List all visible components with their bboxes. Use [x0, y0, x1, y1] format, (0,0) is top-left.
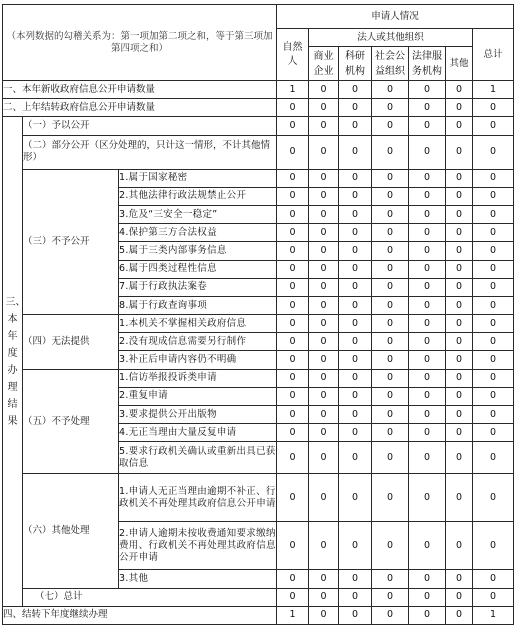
- value-cell: 0: [446, 442, 473, 474]
- value-cell: 0: [309, 333, 339, 351]
- value-cell: 0: [446, 369, 473, 387]
- value-cell: 1: [277, 81, 309, 99]
- other-handling-group-item: 2.申请人逾期未按收费通知要求缴纳费用、行政机关不再处理其政府信息公开申请: [119, 522, 277, 570]
- value-cell: 0: [277, 351, 309, 369]
- header-commercial: 商业企业: [309, 47, 339, 81]
- value-cell: 0: [446, 588, 473, 606]
- note-cell: （本列数据的勾稽关系为：第一项加第二项之和，等于第三项加第四项之和）: [3, 5, 277, 81]
- value-cell: 0: [309, 369, 339, 387]
- value-cell: 0: [473, 351, 514, 369]
- value-cell: 0: [473, 424, 514, 442]
- unavailable-group-item: 2.没有现成信息需要另行制作: [119, 333, 277, 351]
- value-cell: 0: [446, 315, 473, 333]
- value-cell: 0: [409, 242, 446, 260]
- value-cell: 1: [473, 81, 514, 99]
- value-cell: 0: [339, 606, 372, 624]
- value-cell: 0: [446, 169, 473, 187]
- value-cell: 0: [309, 442, 339, 474]
- value-cell: 0: [372, 424, 409, 442]
- value-cell: 0: [446, 135, 473, 169]
- value-cell: 0: [372, 333, 409, 351]
- withheld-group-item: 5.属于三类内部事务信息: [119, 242, 277, 260]
- value-cell: 0: [309, 135, 339, 169]
- value-cell: 0: [339, 278, 372, 296]
- value-cell: 0: [446, 387, 473, 405]
- value-cell: 0: [409, 588, 446, 606]
- value-cell: 0: [309, 296, 339, 314]
- value-cell: 0: [409, 570, 446, 588]
- value-cell: 0: [372, 406, 409, 424]
- value-cell: 0: [339, 333, 372, 351]
- value-cell: 0: [409, 387, 446, 405]
- value-cell: 0: [277, 205, 309, 223]
- withheld-group-item: 4.保护第三方合法权益: [119, 224, 277, 242]
- value-cell: 0: [309, 315, 339, 333]
- value-cell: 0: [372, 588, 409, 606]
- header-legal-service: 法律服务机构: [409, 47, 446, 81]
- value-cell: 1: [473, 606, 514, 624]
- value-cell: 0: [309, 588, 339, 606]
- not-processed-group-item: 2.重复申请: [119, 387, 277, 405]
- withheld-group-item: 3.危及“三安全一稳定”: [119, 205, 277, 223]
- table-row: [3, 99, 514, 117]
- value-cell: 0: [339, 296, 372, 314]
- value-cell: 0: [277, 333, 309, 351]
- value-cell: 0: [277, 474, 309, 522]
- value-cell: 0: [372, 522, 409, 570]
- table-row: [3, 606, 514, 624]
- value-cell: 0: [309, 205, 339, 223]
- value-cell: 0: [473, 224, 514, 242]
- table-row: [3, 169, 514, 187]
- value-cell: 0: [339, 424, 372, 442]
- value-cell: 0: [409, 205, 446, 223]
- value-cell: 0: [473, 296, 514, 314]
- value-cell: 0: [309, 406, 339, 424]
- value-cell: 0: [339, 81, 372, 99]
- not-processed-group-label: （五）不予处理: [23, 369, 119, 474]
- value-cell: 0: [309, 474, 339, 522]
- value-cell: 0: [446, 522, 473, 570]
- value-cell: 0: [309, 522, 339, 570]
- value-cell: 0: [277, 224, 309, 242]
- value-cell: 0: [309, 117, 339, 135]
- value-cell: 0: [339, 169, 372, 187]
- value-cell: 0: [277, 117, 309, 135]
- value-cell: 0: [372, 315, 409, 333]
- value-cell: 0: [339, 522, 372, 570]
- value-cell: 0: [372, 81, 409, 99]
- value-cell: 0: [372, 169, 409, 187]
- value-cell: 0: [339, 242, 372, 260]
- value-cell: 0: [409, 424, 446, 442]
- value-cell: 0: [372, 278, 409, 296]
- value-cell: 0: [277, 424, 309, 442]
- not-processed-group-item: 5.要求行政机关确认或重新出具已获取信息: [119, 442, 277, 474]
- other-handling-group-label: （六）其他处理: [23, 474, 119, 588]
- value-cell: 0: [446, 260, 473, 278]
- not-processed-group-item: 4.无正当理由大量反复申请: [119, 424, 277, 442]
- value-cell: 0: [277, 406, 309, 424]
- value-cell: 0: [339, 406, 372, 424]
- value-cell: 0: [473, 442, 514, 474]
- value-cell: 0: [309, 187, 339, 205]
- value-cell: 0: [339, 117, 372, 135]
- value-cell: 0: [409, 442, 446, 474]
- value-cell: 0: [277, 296, 309, 314]
- value-cell: 0: [446, 99, 473, 117]
- value-cell: 0: [473, 333, 514, 351]
- value-cell: 0: [372, 224, 409, 242]
- value-cell: 0: [277, 260, 309, 278]
- value-cell: 0: [409, 260, 446, 278]
- value-cell: 0: [309, 424, 339, 442]
- table-row: [3, 315, 514, 333]
- value-cell: 0: [473, 260, 514, 278]
- header-legal-group: 法人或其他组织: [309, 29, 473, 47]
- value-cell: 0: [446, 606, 473, 624]
- value-cell: 0: [339, 135, 372, 169]
- value-cell: 0: [473, 369, 514, 387]
- value-cell: 0: [409, 522, 446, 570]
- value-cell: 0: [446, 187, 473, 205]
- value-cell: 0: [409, 406, 446, 424]
- value-cell: 0: [409, 117, 446, 135]
- value-cell: 0: [339, 99, 372, 117]
- unavailable-group-item: 1.本机关不掌握相关政府信息: [119, 315, 277, 333]
- value-cell: 0: [277, 187, 309, 205]
- value-cell: 0: [309, 260, 339, 278]
- value-cell: 0: [372, 117, 409, 135]
- value-cell: 0: [277, 570, 309, 588]
- value-cell: 0: [446, 296, 473, 314]
- header-other: 其他: [446, 47, 473, 81]
- value-cell: 0: [372, 296, 409, 314]
- table-row: [3, 369, 514, 387]
- value-cell: 0: [446, 278, 473, 296]
- value-cell: 0: [339, 351, 372, 369]
- value-cell: 0: [446, 242, 473, 260]
- value-cell: 0: [473, 570, 514, 588]
- value-cell: 0: [409, 333, 446, 351]
- value-cell: 0: [409, 224, 446, 242]
- value-cell: 0: [309, 81, 339, 99]
- value-cell: 0: [473, 99, 514, 117]
- value-cell: 0: [473, 387, 514, 405]
- value-cell: 0: [277, 99, 309, 117]
- value-cell: 0: [372, 387, 409, 405]
- value-cell: 0: [372, 205, 409, 223]
- value-cell: 0: [372, 135, 409, 169]
- value-cell: 0: [339, 369, 372, 387]
- not-processed-group-item: 3.要求提供公开出版物: [119, 406, 277, 424]
- withheld-group-item: 7.属于行政执法案卷: [119, 278, 277, 296]
- withheld-group-item: 6.属于四类过程性信息: [119, 260, 277, 278]
- value-cell: 0: [473, 187, 514, 205]
- row-next-year-label: 四、结转下年度继续办理: [3, 606, 277, 624]
- value-cell: 0: [277, 242, 309, 260]
- value-cell: 0: [339, 315, 372, 333]
- value-cell: 0: [339, 588, 372, 606]
- value-cell: 0: [372, 260, 409, 278]
- value-cell: 0: [473, 406, 514, 424]
- value-cell: 0: [473, 315, 514, 333]
- value-cell: 0: [339, 387, 372, 405]
- value-cell: 0: [309, 278, 339, 296]
- table-row: [3, 135, 514, 169]
- value-cell: 0: [473, 474, 514, 522]
- value-cell: 0: [372, 242, 409, 260]
- table-row: [3, 588, 514, 606]
- section-3-label: [3, 117, 26, 606]
- value-cell: 0: [446, 117, 473, 135]
- table-row: [3, 81, 514, 99]
- header-natural-person: 自然人: [277, 29, 309, 81]
- value-cell: 0: [309, 387, 339, 405]
- value-cell: 0: [473, 117, 514, 135]
- value-cell: 0: [409, 474, 446, 522]
- value-cell: 0: [339, 442, 372, 474]
- row-public-label: （一）予以公开: [23, 117, 277, 135]
- value-cell: 0: [277, 588, 309, 606]
- value-cell: 0: [473, 278, 514, 296]
- other-handling-group-item: 1.申请人无正当理由逾期不补正、行政机关不再处理其政府信息公开申请: [119, 474, 277, 522]
- value-cell: 0: [309, 570, 339, 588]
- value-cell: 0: [409, 315, 446, 333]
- value-cell: 0: [339, 187, 372, 205]
- not-processed-group-item: 1.信访举报投诉类申请: [119, 369, 277, 387]
- value-cell: 0: [372, 187, 409, 205]
- value-cell: 0: [473, 135, 514, 169]
- value-cell: 0: [277, 387, 309, 405]
- value-cell: 0: [277, 442, 309, 474]
- value-cell: 0: [339, 205, 372, 223]
- value-cell: 0: [446, 81, 473, 99]
- value-cell: 0: [372, 351, 409, 369]
- value-cell: 0: [309, 169, 339, 187]
- withheld-group-item: 2.其他法律行政法规禁止公开: [119, 187, 277, 205]
- withheld-group-label: （三）不予公开: [23, 169, 119, 315]
- gov-info-disclosure-table: [2, 4, 514, 625]
- value-cell: 0: [409, 296, 446, 314]
- value-cell: 0: [473, 205, 514, 223]
- row-partial-public-label: （二）部分公开（区分处理的，只计这一情形，不计其他情形）: [23, 135, 277, 169]
- value-cell: 0: [372, 570, 409, 588]
- withheld-group-item: 8.属于行政查询事项: [119, 296, 277, 314]
- value-cell: 0: [339, 474, 372, 522]
- value-cell: 0: [277, 369, 309, 387]
- unavailable-group-item: 3.补正后申请内容仍不明确: [119, 351, 277, 369]
- value-cell: 0: [473, 522, 514, 570]
- value-cell: 0: [372, 99, 409, 117]
- value-cell: 0: [473, 588, 514, 606]
- value-cell: 0: [446, 570, 473, 588]
- value-cell: 0: [409, 81, 446, 99]
- value-cell: 1: [277, 606, 309, 624]
- value-cell: 0: [339, 570, 372, 588]
- header-applicant: 申请人情况: [277, 5, 514, 29]
- table-row: [3, 117, 514, 135]
- value-cell: 0: [309, 242, 339, 260]
- value-cell: 0: [372, 606, 409, 624]
- value-cell: 0: [473, 169, 514, 187]
- other-handling-group-item: 3.其他: [119, 570, 277, 588]
- table-row: [3, 474, 514, 522]
- value-cell: 0: [277, 278, 309, 296]
- value-cell: 0: [277, 169, 309, 187]
- value-cell: 0: [309, 606, 339, 624]
- value-cell: 0: [409, 169, 446, 187]
- value-cell: 0: [277, 135, 309, 169]
- value-cell: 0: [372, 369, 409, 387]
- value-cell: 0: [409, 606, 446, 624]
- value-cell: 0: [277, 522, 309, 570]
- value-cell: 0: [409, 351, 446, 369]
- value-cell: 0: [372, 442, 409, 474]
- value-cell: 0: [309, 351, 339, 369]
- value-cell: 0: [446, 406, 473, 424]
- header-research: 科研机构: [339, 47, 372, 81]
- value-cell: 0: [339, 224, 372, 242]
- header-social: 社会公益组织: [372, 47, 409, 81]
- value-cell: 0: [339, 260, 372, 278]
- withheld-group-item: 1.属于国家秘密: [119, 169, 277, 187]
- value-cell: 0: [446, 424, 473, 442]
- value-cell: 0: [409, 99, 446, 117]
- value-cell: 0: [372, 474, 409, 522]
- unavailable-group-label: （四）无法提供: [23, 315, 119, 370]
- value-cell: 0: [473, 242, 514, 260]
- value-cell: 0: [309, 224, 339, 242]
- value-cell: 0: [446, 351, 473, 369]
- value-cell: 0: [409, 278, 446, 296]
- header-total: 总计: [473, 29, 514, 81]
- value-cell: 0: [409, 135, 446, 169]
- row-subtotal-label: （七）总计: [23, 588, 277, 606]
- value-cell: 0: [446, 474, 473, 522]
- value-cell: 0: [277, 315, 309, 333]
- section-3-text: 三、本年度办理结果: [5, 296, 26, 427]
- value-cell: 0: [409, 369, 446, 387]
- row-new-applications-label: 一、本年新收政府信息公开申请数量: [3, 81, 277, 99]
- value-cell: 0: [446, 205, 473, 223]
- row-carryover-label: 二、上年结转政府信息公开申请数量: [3, 99, 277, 117]
- value-cell: 0: [446, 333, 473, 351]
- value-cell: 0: [446, 224, 473, 242]
- value-cell: 0: [409, 187, 446, 205]
- value-cell: 0: [309, 99, 339, 117]
